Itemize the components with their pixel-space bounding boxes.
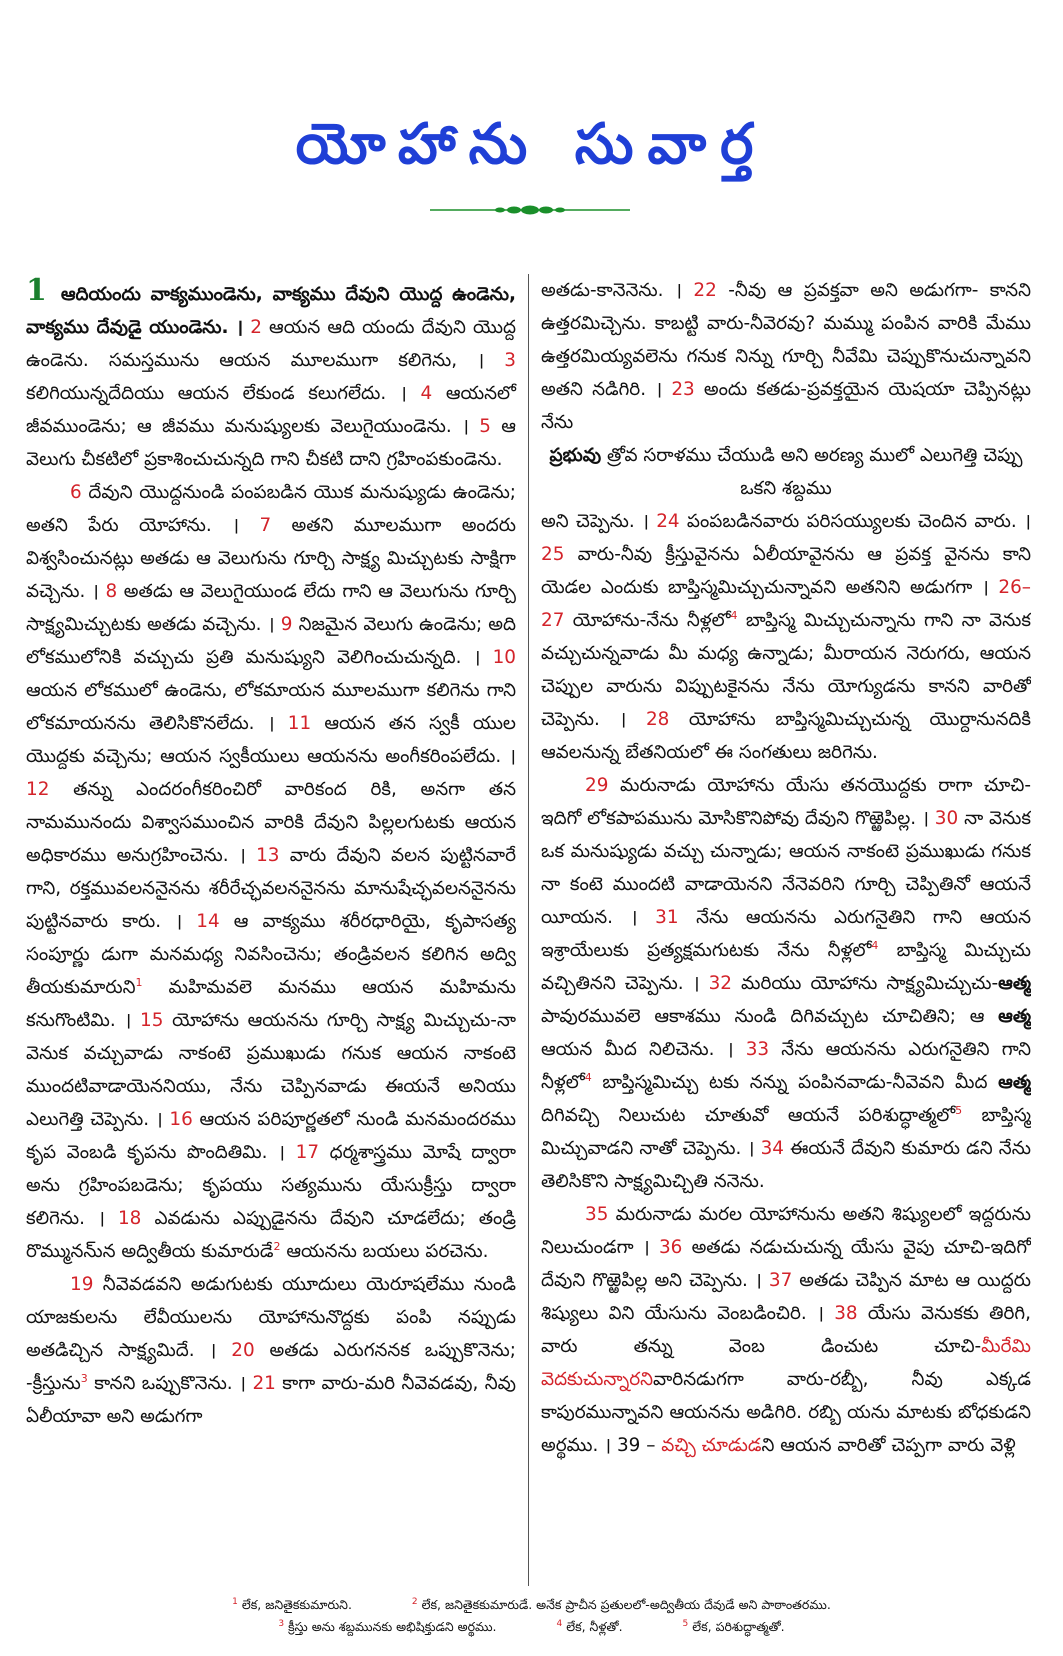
verse-text: ఆయన లోకములో ఉండెను, లోకమాయన మూలముగా కలిగెను గాని లోకమాయనను తెలిసికొనలేదు. ।	[26, 680, 516, 734]
verse-number: 22	[693, 280, 717, 301]
verse-text: ఆదియందు వాక్యముండెను, వాక్యము దేవుని యొద్ద ఉండెను, వాక్యము దేవుడై యుండెను. ।	[26, 284, 516, 338]
verse-number: 25	[541, 544, 565, 565]
quotation	[541, 439, 1031, 505]
verse-number: 8	[105, 581, 118, 602]
verse-number: 31	[655, 907, 679, 928]
footnote: $^5$ లేక, పరిశుద్ధాత్మతో.	[682, 1618, 785, 1634]
verse-text: తన్ను ఎందరంగీకరించిరో వారికంద రికి, అనగా తన నామమునందు విశ్వాసముంచిన వారికి దేవుని పిల్లలగుటకు ఆయన అధికారము అనుగ్రహించెను. ।	[26, 779, 516, 866]
verse-number: 24	[656, 511, 680, 532]
verse-text: -నీవు ఆ ప్రవక్తవా అని అడుగగా- కానని ఉత్తరమిచ్చెను. కాబట్టి వారు-నీవెరవు? మమ్ము పంపిన వారికి మేము ఉత్తరమియ్యవలెను గనుక నిన్ను గూర్చి నీవేమి చెప్పుకొనుచున్నావని అతని నడిగిరి. ।	[541, 280, 1031, 400]
verse-text: పంపబడినవారు పరిసయ్యులకు చెందిన వారు. ।	[686, 511, 1031, 532]
verse-text: కాగా వారు-మరి నీవెవడవు, నీవు ఏలీయావా అని అడుగగా	[26, 1373, 516, 1427]
verse-text: అతడు చెప్పిన మాట ఆ యిద్దరు శిష్యులు విని యేసును వెంబడించిరి. ।	[541, 1270, 1031, 1324]
verse-text: ఆ వాక్యము శరీరధారియై, కృపాసత్య సంపూర్ణు డుగా మనమధ్య నివసించెను; తండ్రివలన కలిగిన అద్వి తీయకుమారుని	[26, 911, 516, 998]
spirit-word: ఆత్మ	[998, 1072, 1031, 1093]
verse-text: యేసు వెనుకకు తిరిగి, వారు తన్ను వెంబ డించుట చూచి-	[541, 1303, 1031, 1357]
paragraph	[541, 1198, 1031, 1462]
verse-number: 3	[504, 350, 516, 371]
verse-text: పావురమువలె ఆకాశము నుండి దిగివచ్చుట చూచితిని; ఆ	[541, 1006, 985, 1027]
footnote: $^4$ లేక, నీళ్లతో.	[556, 1618, 623, 1634]
text-columns	[26, 274, 1037, 1586]
verse-number: 33	[745, 1039, 770, 1060]
verse-text: కానని ఒప్పుకొనెను. ।	[94, 1373, 247, 1394]
footnotes	[0, 1594, 1063, 1638]
quote-text: త్రోవ సరాళము చేయుడి అని అరణ్య ములో ఎలుగెత్తి చెప్పు ఒకని శబ్దము	[606, 445, 1023, 499]
verse-number: 13	[256, 845, 280, 866]
footnote-marker[interactable]: 4	[730, 608, 738, 622]
verse-text: ని ఆయన వారితో చెప్పగా వారు వెళ్లి	[761, 1435, 1016, 1456]
paragraph	[26, 274, 516, 476]
verse-number: 2	[250, 317, 262, 338]
footnote: $^3$ క్రీస్తు అను శబ్దమునకు అభిషిక్తుడని అర్థము.	[278, 1618, 497, 1634]
verse-text: యోహాను ఆయనను గూర్చి సాక్ష్య మిచ్చుచు-నా వెనుక వచ్చువాడు నాకంటె ప్రముఖుడు గనుక ఆయన నాకంటె ముందటివాడాయెననియు, నేను చెప్పినవాడు ఈయనే అనియు ఎలుగెత్తి చెప్పెను. ।	[26, 1010, 516, 1130]
verse-text: –	[646, 1435, 656, 1456]
footnote-marker[interactable]: 3	[80, 1371, 88, 1385]
verse-number: 37	[768, 1270, 793, 1291]
verse-text: అతడు-కానెనెను. ।	[541, 280, 682, 301]
verse-number: 26–27	[541, 577, 1031, 631]
verse-number: 23	[671, 379, 695, 400]
verse-number: 7	[259, 515, 272, 536]
spoken-words: వచ్చి చూడుడ	[661, 1435, 762, 1456]
verse-text: వారినడుగగా వారు-రబ్బీ, నీవు ఎక్కడ కాపురమున్నావని ఆయనను అడిగిరి. రబ్బి యను మాటకు బోధకుడని అర్థము. ।	[541, 1369, 1031, 1456]
verse-text: ఆయన మీద నిలిచెను. ।	[541, 1039, 734, 1060]
verse-number: 19	[70, 1274, 94, 1295]
verse-text: నా వెనుక ఒక మనుష్యుడు వచ్చు చున్నాడు; ఆయన నాకంటె ప్రముఖుడు గనుక నా కంటె ముందటి వాడాయెనని నేనెవరిని గూర్చి చెప్పితినో ఆయనే యీయన. ।	[541, 808, 1031, 928]
verse-number: 20	[231, 1340, 255, 1361]
footnote: $^2$ లేక, జనితైకకుమారుడే. అనేక ప్రాచీన ప్రతులలో-అద్వితీయ దేవుడే అని పాఠాంతరము.	[411, 1596, 831, 1612]
verse-number: 11	[287, 713, 312, 734]
verse-text: బాప్తిస్మ మిచ్చుచున్నాను గాని నా వెనుక వచ్చుచున్నవాడు మీ మధ్య ఉన్నాడు; మీరాయన నెరుగరు, ఆయన చెప్పుల వారును విప్పుటకైనను నేను యోగ్యుడను కానని వారితో చెప్పెను. ।	[541, 610, 1031, 730]
verse-text: మహిమవలె మనము ఆయన మహిమను కనుగొంటిమి. ।	[26, 977, 516, 1031]
verse-number: 4	[420, 383, 433, 404]
verse-number: 32	[708, 973, 733, 994]
verse-text: మరునాడు యోహాను యేసు తనయొద్దకు రాగా చూచి-ఇదిగో లోకపాపమును మోసికొనిపోవు దేవుని గొఱ్ఱెపిల్ల. ।	[541, 775, 1031, 829]
verse-number: 6	[70, 482, 82, 503]
verse-text: దేవుని యొద్దనుండి పంపబడిన యొక మనుష్యుడు ఉండెను; అతని పేరు యోహాను. ।	[26, 482, 516, 536]
verse-text: బాప్తిస్మమిచ్చు టకు నన్ను పంపినవాడు-నీవెవని మీద	[602, 1072, 988, 1093]
spoken-words: మీరేమి వెదకుచున్నారని	[541, 1336, 1031, 1390]
right-column	[529, 274, 1031, 1586]
paragraph	[26, 476, 516, 1268]
lord-word: ప్రభువు	[549, 445, 602, 466]
verse-text: అతడు నడుచుచున్న యేసు వైపు చూచి-ఇదిగో దేవుని గొఱ్ఱెపిల్ల అని చెప్పెను. ।	[541, 1237, 1031, 1291]
verse-text: దిగివచ్చి నిలుచుట చూతువో ఆయనే పరిశుద్ధాత్మలో	[541, 1105, 956, 1126]
verse-number: 15	[140, 1010, 164, 1031]
verse-number: 36	[658, 1237, 683, 1258]
verse-text: ఆయన ఆది యందు దేవుని యొద్ద ఉండెను. సమస్తమును ఆయన మూలముగా కలిగెను, ।	[26, 317, 516, 371]
left-column	[26, 274, 528, 1586]
paragraph	[541, 274, 1031, 439]
verse-number: 17	[295, 1142, 320, 1163]
verse-text: ఆయనను బయలు పరచెను.	[286, 1241, 489, 1262]
verse-text: మరునాడు మరల యోహానును అతని శిష్యులలో ఇద్దరును నిలుచుండగా ।	[541, 1204, 1031, 1258]
footnote-marker[interactable]: 2	[273, 1239, 281, 1253]
verse-text: మరియు యోహాను సాక్ష్యమిచ్చుచు-	[741, 973, 999, 994]
verse-text: ఆయనలో జీవముండెను; ఆ జీవము మనుష్యులకు వెలుగైయుండెను. ।	[26, 383, 516, 437]
verse-number: 10	[492, 647, 516, 668]
footnote-marker[interactable]: 4	[871, 938, 879, 952]
footnote-line	[0, 1616, 1063, 1638]
verse-number: 29	[585, 775, 609, 796]
paragraph	[541, 769, 1031, 1198]
verse-text: నీవెవడవని అడుగుటకు యూదులు యెరూషలేము నుండి యాజకులను లేవీయులను యోహానునొద్దకు పంపి నప్పుడు అతడిచ్చిన సాక్ష్యమిదే. ।	[26, 1274, 516, 1361]
verse-text: వారు-నీవు క్రీస్తువైనను ఏలీయావైనను ఆ ప్రవక్త వైనను కాని యెడల ఎందుకు బాప్తిస్మమిచ్చుచున్నావని అతనిని అడుగగా ।	[541, 544, 1031, 598]
chapter-number: 1	[26, 274, 47, 308]
verse-number: 38	[834, 1303, 858, 1324]
verse-text: ఈయనే దేవుని కుమారు డని నేను తెలిసికొని సాక్ష్యమిచ్చితి ననెను.	[541, 1138, 1031, 1192]
verse-text: నిజమైన వెలుగు ఉండెను; అది లోకములోనికి వచ్చుచు ప్రతి మనుష్యుని వెలిగించుచున్నది. ।	[26, 614, 516, 668]
verse-text: బాప్తిస్మ మిచ్చువాడని నాతో చెప్పెను. ।	[541, 1105, 1031, 1159]
verse-number: 9	[280, 614, 293, 635]
verse-number: 5	[479, 416, 491, 437]
verse-text: ఆయన తన స్వకీ యుల యొద్దకు వచ్చెను; ఆయన స్వకీయులు ఆయనను అంగీకరింపలేదు. ।	[26, 713, 516, 767]
paragraph	[541, 505, 1031, 769]
verse-number: 28	[645, 709, 670, 730]
verse-number: 35	[585, 1204, 609, 1225]
verse-text: బాప్తిస్మ మిచ్చుచు వచ్చితినని చెప్పెను. ।	[541, 940, 1031, 994]
spirit-word: ఆత్మ	[998, 973, 1031, 994]
verse-text: అందు కతడు-ప్రవక్తయైన యెషయా చెప్పినట్లు నేను	[541, 379, 1031, 433]
verse-text: వారు దేవుని వలన పుట్టినవారే గాని, రక్తమువలననైనను శరీరేచ్ఛవలననైనను మానుషేచ్ఛవలననైనను పుట్టినవారు కారు. ।	[26, 845, 516, 932]
vine-ornament-icon	[430, 200, 630, 220]
footnote-line	[0, 1594, 1063, 1616]
verse-text: అతడు ఎరుగననక ఒప్పుకొనెను; -క్రీస్తును	[26, 1340, 516, 1394]
footnote-marker[interactable]: 4	[584, 1070, 592, 1084]
footnote-marker[interactable]: 5	[955, 1103, 963, 1117]
verse-text: యోహాను-నేను నీళ్లలో	[572, 610, 731, 631]
verse-text: ఆయన పరిపూర్ణతలో నుండి మనమందరము కృప వెంబడి కృపను పొందితిమి. ।	[26, 1109, 516, 1163]
verse-text: ధర్మశాస్త్రము మోషే ద్వారా అను గ్రహింపబడెను; కృపయు సత్యమును యేసుక్రీస్తు ద్వారా కలిగెను. ।	[26, 1142, 516, 1229]
verse-text: అతని మూలముగా అందరు విశ్వసించునట్లు అతడు ఆ వెలుగును గూర్చి సాక్ష్య మిచ్చుటకు సాక్షిగా వచ్చెను. ।	[26, 515, 516, 602]
paragraph	[26, 1268, 516, 1433]
verse-number: 16	[169, 1109, 193, 1130]
verse-number: 34	[760, 1138, 784, 1159]
verse-text: నేను ఆయనను ఎరుగనైతిని గాని నీళ్లలో	[541, 1039, 1031, 1093]
verse-number: 18	[117, 1208, 142, 1229]
footnote: $^1$ లేక, జనితైకకుమారుని.	[232, 1596, 352, 1612]
verse-text: ఎవడును ఎప్పుడైనను దేవుని చూడలేదు; తండ్రి రొమ్మునను్న అద్వితీయ కుమారుడే	[26, 1208, 516, 1262]
book-title: యోహాను సువార్త	[295, 112, 768, 177]
verse-text: ఆ వెలుగు చీకటిలో ప్రకాశించుచున్నది గాని చీకటి దాని గ్రహింపకుండెను.	[26, 416, 516, 470]
verse-number: 30	[934, 808, 959, 829]
verse-number: 12	[26, 779, 50, 800]
verse-text: అతడు ఆ వెలుగైయుండ లేదు గాని ఆ వెలుగును గూర్చి సాక్ష్యమిచ్చుటకు అతడు వచ్చెను. ।	[26, 581, 516, 635]
footnote-marker[interactable]: 1	[135, 975, 143, 989]
verse-number: 21	[252, 1373, 276, 1394]
verse-number: 39	[616, 1435, 641, 1456]
spirit-word: ఆత్మ	[998, 1006, 1031, 1027]
verse-text: అని చెప్పెను. ।	[541, 511, 649, 532]
verse-text: నేను ఆయనను ఎరుగనైతిని గాని ఆయన ఇశ్రాయేలుకు ప్రత్యక్షమగుటకు నేను నీళ్లలో	[541, 907, 1031, 961]
verse-text: యోహాను బాప్తిస్మమిచ్చుచున్న యొర్దానునదికి ఆవలనున్న బేతనియలో ఈ సంగతులు జరిగెను.	[541, 709, 1031, 763]
verse-text: కలిగియున్నదేదియు ఆయన లేకుండ కలుగలేదు. ।	[26, 383, 407, 404]
verse-number: 14	[196, 911, 220, 932]
